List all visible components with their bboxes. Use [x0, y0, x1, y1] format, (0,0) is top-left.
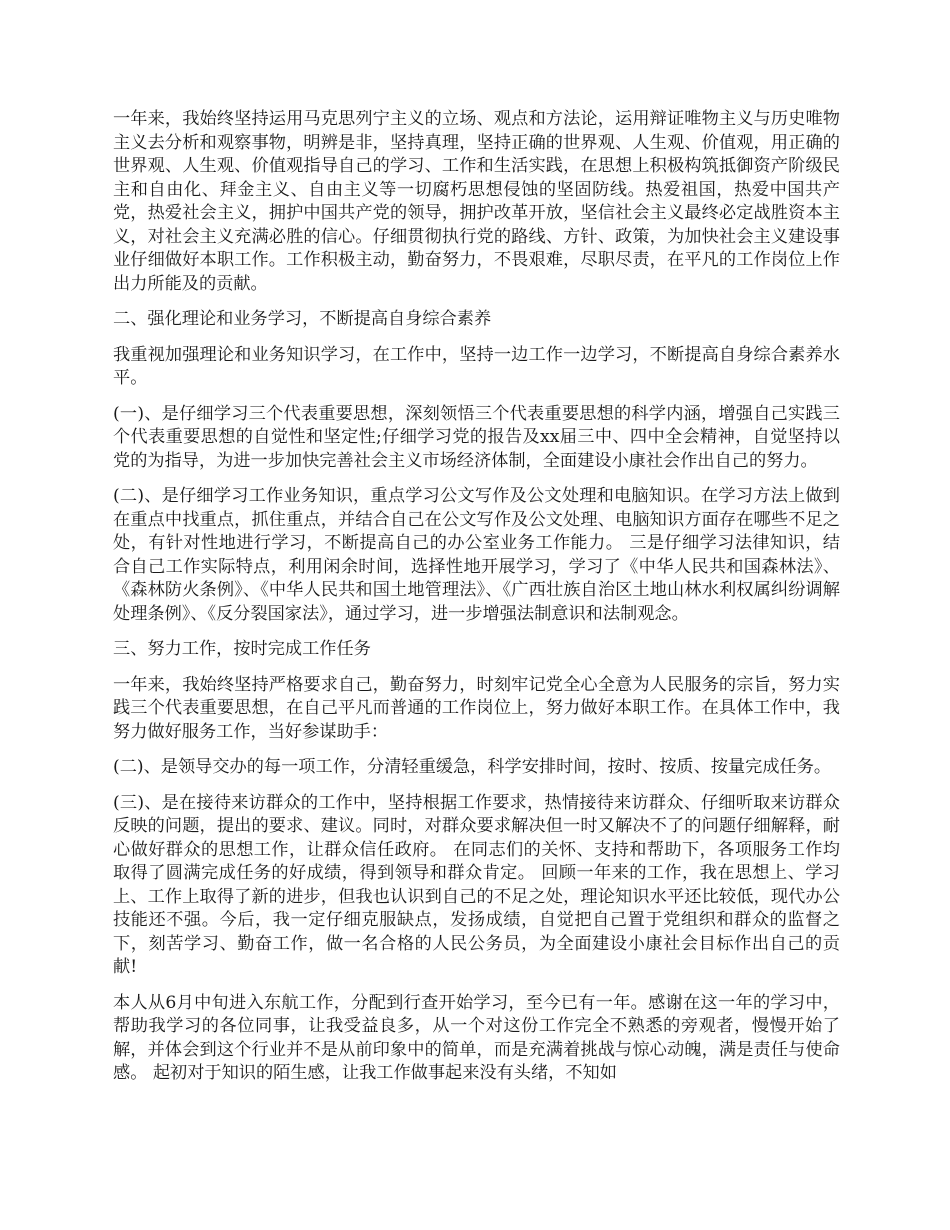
- paragraph-study-intro: 我重视加强理论和业务知识学习，在工作中，坚持一边工作一边学习，不断提高自身综合素养水平。: [113, 344, 840, 388]
- section-heading-work: 三、努力工作，按时完成工作任务: [113, 639, 371, 659]
- paragraph-work-item-3: (三)、是在接待来访群众的工作中，坚持根据工作要求，热情接待来访群众、仔细听取来访群众反映的问题，提出的要求、建议。同时，对群众要求解决但一时又解决不了的问题仔细解释，耐心做好群众的思想工作，让群众信任政府。 在同志们的关怀、支持和帮助下，各项服务工作均取得了圆满完成任务的好成绩，得到领导和群众肯定。 回顾一年来的工作，我在思想上、学习上、工作上取得了新的进步，但我也认识到自己的不足之处，理论知识水平还比较低，现代办公技能还不强。今后，我一定仔细克服缺点，发扬成绩，自觉把自己置于党组织和群众的监督之下，刻苦学习、勤奋工作，做一名合格的人民公务员，为全面建设小康社会目标作出自己的贡献!: [113, 792, 840, 977]
- paragraph-study-item-2: (二)、是仔细学习工作业务知识，重点学习公文写作及公文处理和电脑知识。在学习方法上做到在重点中找重点，抓住重点，并结合自己在公文写作及公文处理、电脑知识方面存在哪些不足之处，有针对性地进行学习，不断提高自己的办公室业务工作能力。 三是仔细学习法律知识，结合自己工作实际特点，利用闲余时间，选择性地开展学习，学习了《中华人民共和国森林法》、《森林防火条例》、《中华人民共和国土地管理法》、《广西壮族自治区土地山林水利权属纠纷调解处理条例》、《反分裂国家法》，通过学习，进一步增强法制意识和法制观念。: [113, 486, 840, 624]
- document-body: [113, 108, 840, 1098]
- section-heading-study: 二、强化理论和业务学习，不断提高自身综合素养: [113, 309, 492, 329]
- paragraph-closing: 本人从6月中旬进入东航工作，分配到行查开始学习，至今已有一年。感谢在这一年的学习中，帮助我学习的各位同事，让我受益良多，从一个对这份工作完全不熟悉的旁观者，慢慢开始了解，并体会到这个行业并不是从前印象中的简单，而是充满着挑战与惊心动魄，满是责任与使命感。 起初对于知识的陌生感，让我工作做事起来没有头绪，不知如: [113, 992, 840, 1083]
- paragraph-work-intro: 一年来，我始终坚持严格要求自己，勤奋努力，时刻牢记党全心全意为人民服务的宗旨，努力实践三个代表重要思想，在自己平凡而普通的工作岗位上，努力做好本职工作。在具体工作中，我努力做好服务工作，当好参谋助手：: [113, 674, 840, 742]
- paragraph-study-item-1: (一)、是仔细学习三个代表重要思想，深刻领悟三个代表重要思想的科学内涵，增强自己实践三个代表重要思想的自觉性和坚定性;仔细学习党的报告及xx届三中、四中全会精神，自觉坚持以党的为指导，为进一步加快完善社会主义市场经济体制，全面建设小康社会作出自己的努力。: [113, 403, 840, 471]
- paragraph-work-item-2: (二)、是领导交办的每一项工作，分清轻重缓急，科学安排时间，按时、按质、按量完成任务。: [113, 757, 832, 777]
- paragraph-ideology: 一年来，我始终坚持运用马克思列宁主义的立场、观点和方法论，运用辩证唯物主义与历史唯物主义去分析和观察事物，明辨是非，坚持真理，坚持正确的世界观、人生观、价值观，用正确的世界观、人生观、价值观指导自己的学习、工作和生活实践，在思想上积极构筑抵御资产阶级民主和自由化、拜金主义、自由主义等一切腐朽思想侵蚀的坚固防线。热爱祖国，热爱中国共产党，热爱社会主义，拥护中国共产党的领导，拥护改革开放，坚信社会主义最终必定战胜资本主义，对社会主义充满必胜的信心。仔细贯彻执行党的路线、方针、政策，为加快社会主义建设事业仔细做好本职工作。工作积极主动，勤奋努力，不畏艰难，尽职尽责，在平凡的工作岗位上作出力所能及的贡献。: [113, 109, 840, 294]
